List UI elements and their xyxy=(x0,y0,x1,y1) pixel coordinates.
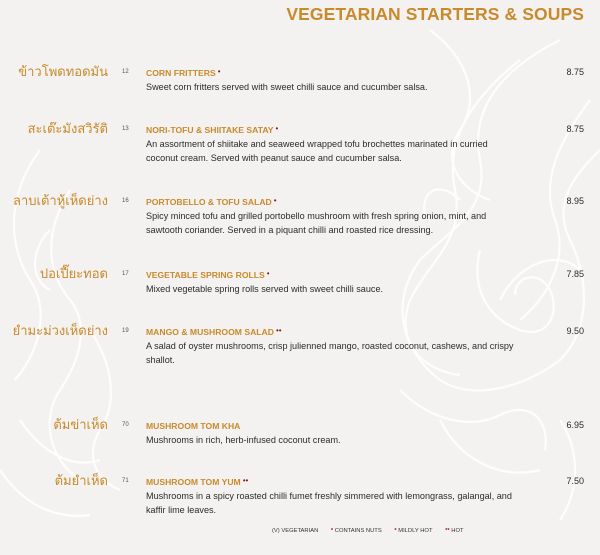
item-description: An assortment of shiitake and seaweed wrapped tofu brochettes marinated in curried coconut cream. Served with peanut sauce and cucumber salsa. xyxy=(146,139,488,164)
item-number: 71 xyxy=(122,478,129,484)
item-name xyxy=(146,419,242,432)
legend-mildly-hot xyxy=(394,528,432,534)
thai-name: ยำมะม่วงเห็ดย่าง xyxy=(12,324,108,339)
item-name xyxy=(146,475,248,488)
item-number: 16 xyxy=(122,198,129,204)
legend-hot xyxy=(445,528,463,534)
item-description: Sweet corn fritters served with sweet chilli sauce and cucumber salsa. xyxy=(146,82,428,92)
item-number: 19 xyxy=(122,328,129,334)
item-name-text: MUSHROOM TOM YUM xyxy=(146,477,241,487)
legend-nuts-mark: * xyxy=(330,528,334,534)
item-number: 17 xyxy=(122,271,129,277)
item-price: 8.75 xyxy=(566,67,584,77)
item-name xyxy=(146,268,270,281)
spice-mark: • xyxy=(217,67,221,76)
item-name-text: PORTOBELLO & TOFU SALAD xyxy=(146,197,272,207)
item-description: Spicy minced tofu and grilled portobello mushroom with fresh spring onion, mint, and sawtooth coriander. Served in a piquant chilli and roasted rice dressing. xyxy=(146,211,487,236)
item-description: Mushrooms in a spicy roasted chilli fumet freshly simmered with lemongrass, galangal, and kaffir lime leaves. xyxy=(146,491,512,516)
item-number: 12 xyxy=(122,69,129,75)
item-price: 6.95 xyxy=(566,420,584,430)
legend-mild-text: MILDLY HOT xyxy=(398,528,433,534)
item-price: 9.50 xyxy=(566,326,584,336)
thai-name: ต้มข่าเห็ด xyxy=(53,418,108,433)
legend-vegetarian: (V) VEGETARIAN xyxy=(272,528,319,534)
item-price: 7.50 xyxy=(566,476,584,486)
legend-hot-text: HOT xyxy=(451,528,464,534)
legend-mild-mark: * xyxy=(394,528,397,534)
legend xyxy=(272,527,475,535)
item-name-text: VEGETABLE SPRING ROLLS xyxy=(146,270,265,280)
item-number: 13 xyxy=(122,126,129,132)
item-name-text: CORN FRITTERS xyxy=(146,68,216,78)
spice-mark: •• xyxy=(242,476,249,485)
thai-name: สะเต๊ะมังสวิรัติ xyxy=(27,122,108,137)
spice-mark: • xyxy=(273,196,277,205)
thai-name: ปอเปี๊ยะทอด xyxy=(39,267,108,282)
item-name xyxy=(146,66,221,79)
item-price: 8.75 xyxy=(566,124,584,134)
item-name-text: NORI-TOFU & SHIITAKE SATAY xyxy=(146,125,274,135)
legend-contains-nuts xyxy=(331,528,382,534)
item-description: A salad of oyster mushrooms, crisp julienned mango, roasted coconut, cashews, and crispy shallot. xyxy=(146,341,514,366)
item-description: Mushrooms in rich, herb-infused coconut cream. xyxy=(146,435,341,445)
item-price: 8.95 xyxy=(566,196,584,206)
item-name xyxy=(146,195,277,208)
item-name-text: MANGO & MUSHROOM SALAD xyxy=(146,327,274,337)
legend-nuts-text: CONTAINS NUTS xyxy=(334,528,382,534)
thai-name: ข้าวโพดทอดมัน xyxy=(18,65,108,80)
item-price: 7.85 xyxy=(566,269,584,279)
item-description: Mixed vegetable spring rolls served with sweet chilli sauce. xyxy=(146,284,384,294)
spice-mark: • xyxy=(266,269,270,278)
item-name xyxy=(146,325,282,338)
item-name-text: MUSHROOM TOM KHA xyxy=(146,421,241,431)
thai-name: ลาบเต้าหู้เห็ดย่าง xyxy=(13,194,108,209)
legend-hot-mark: ** xyxy=(445,528,450,534)
page-title: VEGETARIAN STARTERS & SOUPS xyxy=(286,4,584,24)
spice-mark: •• xyxy=(275,326,282,335)
item-name xyxy=(146,123,278,136)
thai-name: ต้มยำเห็ด xyxy=(54,474,108,489)
spice-mark: • xyxy=(275,124,279,133)
item-number: 70 xyxy=(122,422,129,428)
